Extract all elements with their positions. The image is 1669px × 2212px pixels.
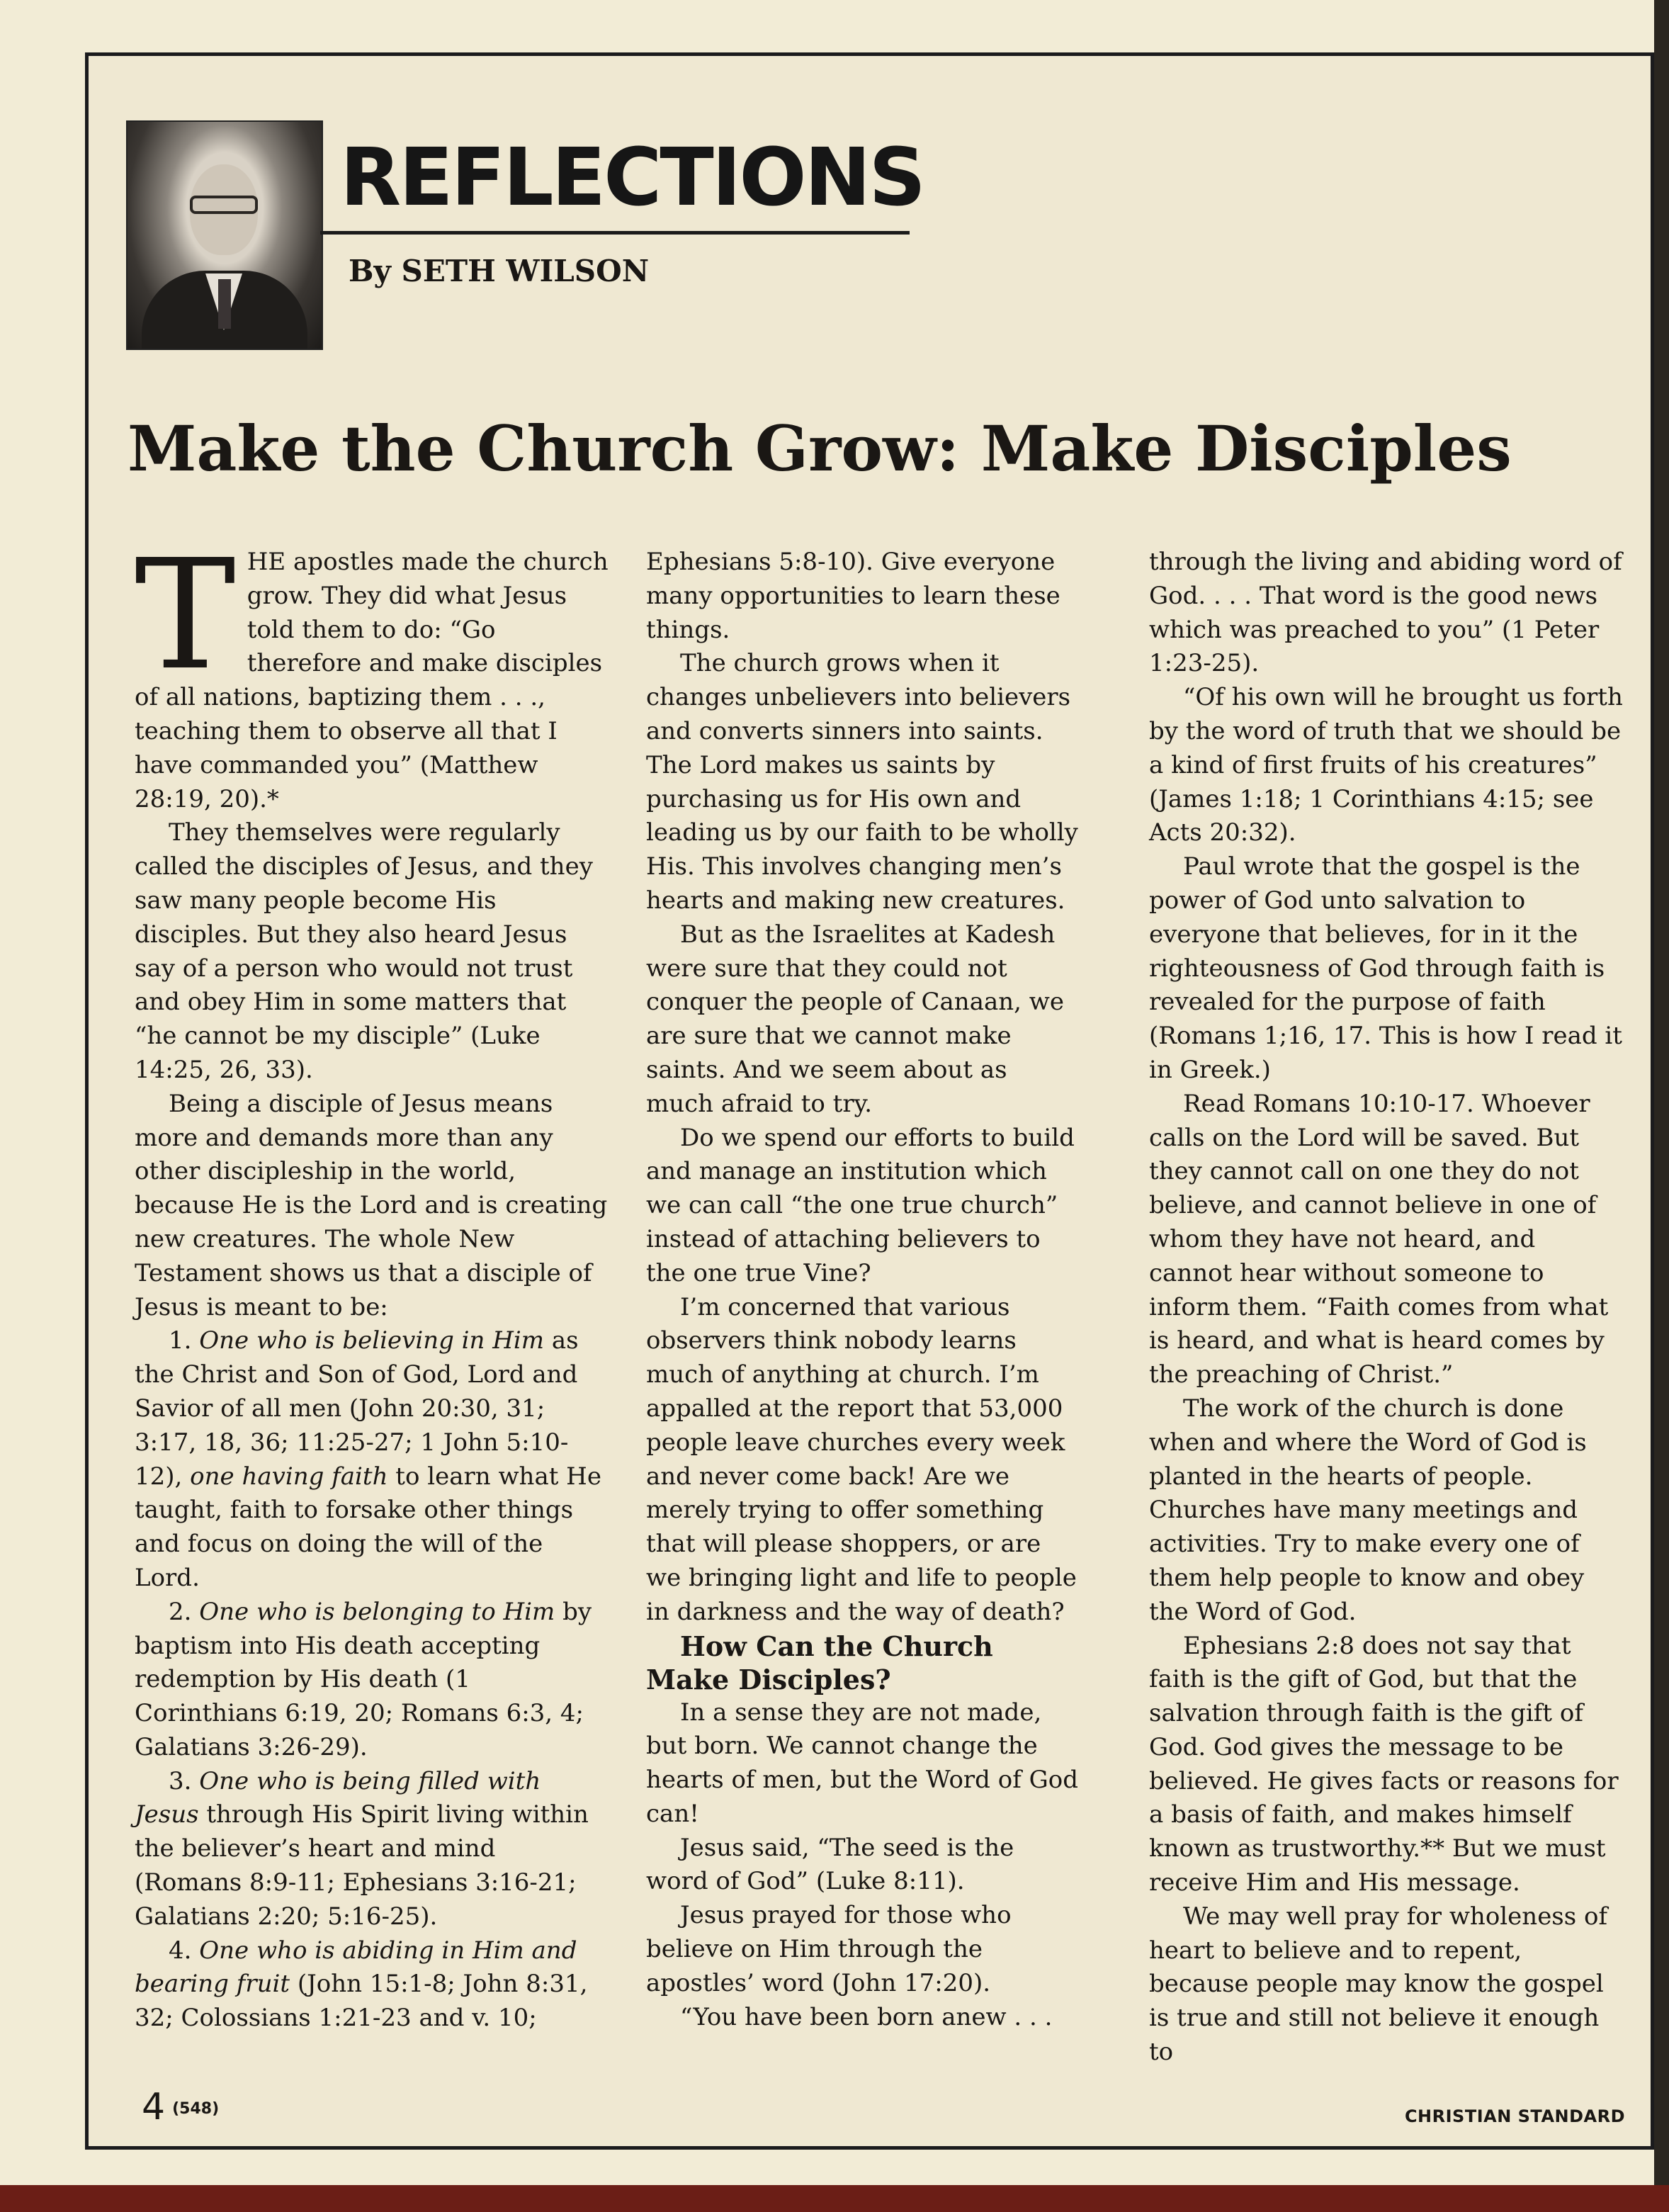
photo-glasses bbox=[190, 196, 258, 214]
paragraph: Ephesians 2:8 does not say that faith is the gift of God, but that the salvation through faith is the gift of God. God gives the message to be believed. He gives facts or reasons for a basis of faith, and makes himself known as trustworthy.** But we must receive Him and His message. bbox=[1149, 1631, 1619, 1897]
paragraph-opening bbox=[135, 527, 609, 816]
paragraph: Being a disciple of Jesus means more and demands more than any other discipleship in the world, because He is the Lord and is creating new creatures. The whole New Testament shows us that a disciple of Jesus is meant to be: bbox=[135, 1089, 608, 1321]
list-item bbox=[135, 1596, 609, 1765]
paragraph: through the living and abiding word of God. . . . That word is the good news which was preached to you” (1 Peter 1:23-25). bbox=[1149, 548, 1622, 678]
paragraph: I’m concerned that various observers think nobody learns much of anything at church. I’m appalled at the report that 53,000 people leave churches every week and never come back! Are we merely trying to offer something that will please shoppers, or are we bringing light and life to people in darkness and the way of death? bbox=[646, 1292, 1077, 1626]
page-edge-bottom bbox=[0, 2185, 1669, 2212]
author-photo bbox=[126, 120, 323, 350]
title-rule bbox=[320, 231, 910, 235]
item-text: to learn what He taught, faith to forsake other things and focus on doing the will of the Lord. bbox=[135, 1462, 601, 1592]
item-text: as the Christ and Son of God, Lord and Savior of all men (John 20:30, 31; 3:17, 18, 36; 11:25-27; 1 John 5:10-12), bbox=[135, 1326, 579, 1491]
item-emphasis: One who is belonging to Him bbox=[199, 1597, 555, 1626]
paragraph: Ephesians 5:8-10). Give everyone many opportunities to learn these things. bbox=[646, 548, 1060, 644]
drop-cap: T bbox=[135, 527, 236, 704]
item-text: (John 15:1-8; John 8:31, 32; Colossians 1:21-23 and v. 10; bbox=[135, 1970, 588, 2033]
paragraph: But as the Israelites at Kadesh were sure that they could not conquer the people of Canaan, we are sure that we cannot make saints. And we seem about as much afraid to try. bbox=[646, 920, 1064, 1118]
item-number: 1. bbox=[169, 1326, 200, 1355]
photo-tie bbox=[218, 279, 231, 329]
paragraph: The church grows when it changes unbelievers into believers and converts sinners into saints. The Lord makes us saints by purchasing us for His own and leading us by our faith to be wholly His. This involves changing men’s hearts and making new creatures. bbox=[646, 649, 1078, 915]
paragraph: Paul wrote that the gospel is the power of God unto salvation to everyone that believes, for in it the righteousness of God through faith is revealed for the purpose of faith (Romans 1;16, 17. This is how I read it in Greek.) bbox=[1149, 852, 1622, 1084]
list-item bbox=[135, 1765, 609, 1934]
item-emphasis: one having faith bbox=[190, 1462, 388, 1491]
item-text: by baptism into His death accepting redemption by His death (1 Corinthians 6:19, 20; Romans 6:3, 4; Galatians 3:26-29). bbox=[135, 1597, 592, 1761]
item-emphasis: One who is believing in Him bbox=[199, 1326, 545, 1355]
paragraph: “You have been born anew . . . bbox=[680, 2002, 1053, 2031]
paragraph: The work of the church is done when and where the Word of God is planted in the hearts of people. Churches have many meetings and activities. Try to make every one of them help people to know and obey the Word of God. bbox=[1149, 1394, 1587, 1626]
list-item bbox=[135, 1324, 609, 1595]
paragraph: In a sense they are not made, but born. We cannot change the hearts of men, but the Word of God can! bbox=[646, 1698, 1079, 1828]
item-number: 2. bbox=[169, 1597, 200, 1626]
article-headline: Make the Church Grow: Make Disciples bbox=[128, 412, 1512, 485]
item-text: through His Spirit living within the believer’s heart and mind (Romans 8:9-11; Ephesians 3:16-21; Galatians 2:20; 5:16-25). bbox=[135, 1800, 589, 1931]
paragraph: “Of his own will he brought us forth by the word of truth that we should be a kind of first fruits of his creatures” (James 1:18; 1 Corinthians 4:15; see Acts 20:32). bbox=[1149, 683, 1623, 847]
paragraph: We may well pray for wholeness of heart to believe and to repent, because people may know the gospel is true and still not believe it enough to bbox=[1149, 1902, 1608, 2067]
paragraph: Read Romans 10:10-17. Whoever calls on the Lord will be saved. But they cannot call on one they do not believe, and cannot believe in one of whom they have not heard, and cannot hear without someone to inform them. “Faith comes from what is heard, and what is heard comes by the preaching of Christ.” bbox=[1149, 1089, 1609, 1389]
magazine-name: CHRISTIAN STANDARD bbox=[1404, 2106, 1625, 2126]
item-number: 3. bbox=[169, 1766, 200, 1795]
paragraph: Jesus prayed for those who believe on Him through the apostles’ word (John 17:20). bbox=[646, 1901, 1012, 1997]
column-2 bbox=[646, 546, 1078, 2034]
paragraph: They themselves were regularly called the disciples of Jesus, and they saw many people become His disciples. But they also heard Jesus say of a person who would not trust and obey Him in some matters that “he cannot be my disciple” (Luke 14:25, 26, 33). bbox=[135, 818, 593, 1084]
column-3 bbox=[1149, 546, 1624, 2070]
paragraph-text: HE apostles made the church grow. They did what Jesus told them to do: “Go therefore and make disciples of all nations, baptizing them . . ., teaching them to observe all that I have commanded you” (Matthew 28:19, 20).* bbox=[135, 548, 609, 813]
list-item bbox=[135, 1934, 609, 2036]
section-title: REFLECTIONS bbox=[340, 132, 924, 224]
subheading: How Can the Church Make Disciples? bbox=[646, 1630, 993, 1695]
page-number-value: 4 bbox=[142, 2086, 166, 2128]
paragraph: Jesus said, “The seed is the word of God” (Luke 8:11). bbox=[646, 1833, 1014, 1896]
page-number-sub: (548) bbox=[172, 2100, 220, 2118]
column-1 bbox=[135, 527, 609, 2036]
paragraph: Do we spend our efforts to build and manage an institution which we can call “the one true church” instead of attaching believers to the one true Vine? bbox=[646, 1123, 1075, 1287]
item-number: 4. bbox=[169, 1936, 200, 1965]
item-emphasis: One who is being filled with Jesus bbox=[135, 1766, 541, 1829]
page-edge-dark bbox=[1654, 0, 1669, 2212]
item-emphasis: One who is abiding in Him and bearing fruit bbox=[135, 1936, 577, 1999]
page-number bbox=[142, 2086, 219, 2131]
byline: By SETH WILSON bbox=[349, 254, 650, 288]
